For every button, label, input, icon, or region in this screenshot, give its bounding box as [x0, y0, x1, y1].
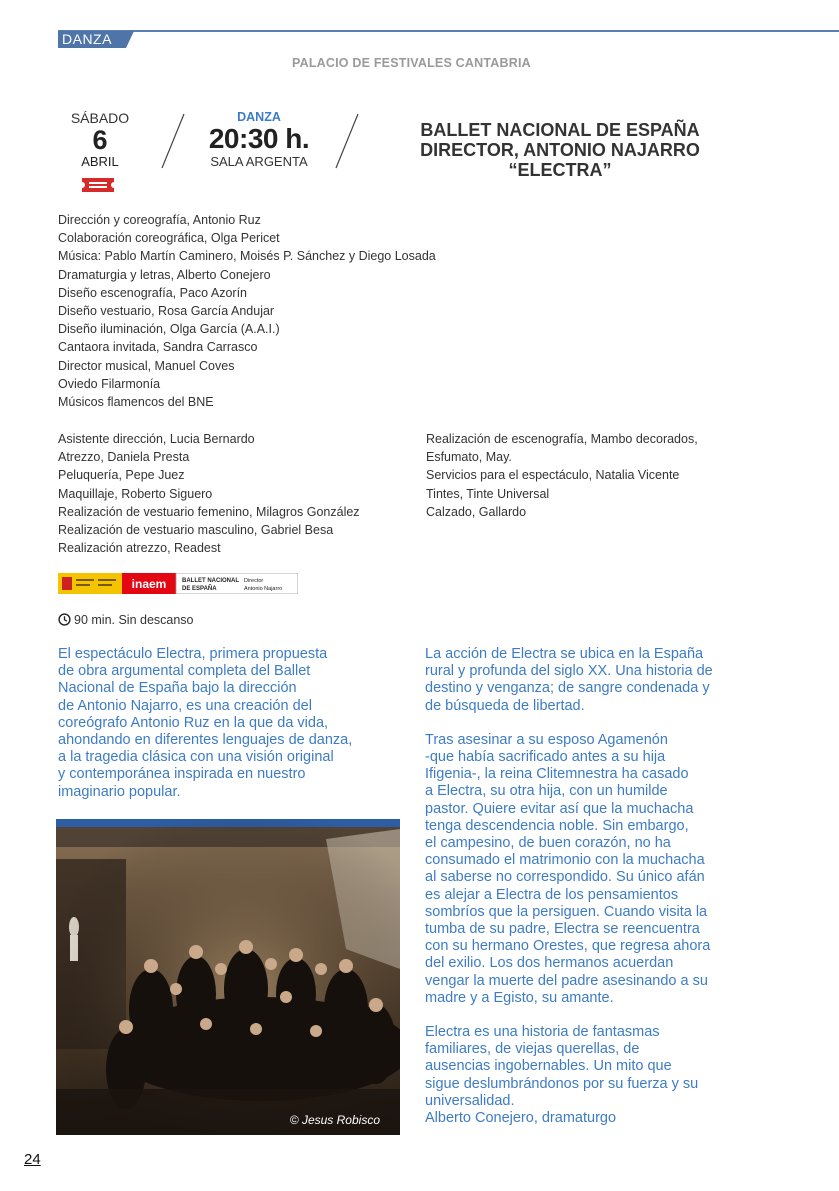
description-line: de obra argumental completa del Ballet [58, 663, 311, 680]
description-line: de búsqueda de libertad. [425, 697, 585, 714]
description-line: de Antonio Najarro, es una creación del [58, 697, 312, 714]
description-paragraph [425, 1024, 775, 1127]
credit-line: Músicos flamencos del BNE [58, 395, 214, 410]
description-line: imaginario popular. [58, 783, 181, 800]
description-line: Tras asesinar a su esposo Agamenón [425, 731, 668, 748]
description-line: ahondando en diferentes lenguajes de danza, [58, 732, 353, 749]
event-time: 20:30 h. [208, 123, 310, 154]
description-line: consumado el matrimonio con la muchacha [425, 852, 705, 869]
description-paragraph [425, 646, 775, 715]
event-room: SALA ARGENTA [210, 154, 308, 169]
credit-line: Cantaora invitada, Sandra Carrasco [58, 340, 258, 355]
description-paragraph [425, 732, 775, 1007]
description-line: a Electra, su otra hija, con un humilde [425, 783, 668, 800]
crew-line: Atrezzo, Daniela Presta [58, 450, 190, 465]
header-rule [58, 30, 839, 32]
description-line: El espectáculo Electra, primera propuesta [58, 646, 328, 662]
description-line: coreógrafo Antonio Ruz en la que da vida, [58, 714, 329, 731]
event-date [62, 110, 138, 170]
event-day: 6 [92, 125, 108, 155]
divider-slash-1 [158, 112, 188, 170]
photo-credit: © Jesus Robisco [289, 1113, 380, 1127]
description-line: ausencias ingobernables. Un mito que [425, 1058, 672, 1075]
description-line: sigue deslumbrándonos por su fuerza y su [425, 1075, 699, 1092]
artistic-credits [58, 211, 436, 411]
crew-line: Peluquería, Pepe Juez [58, 468, 185, 483]
crew-line: Maquillaje, Roberto Siguero [58, 486, 213, 501]
event-title-line: DIRECTOR, ANTONIO NAJARRO [420, 140, 700, 160]
coat-of-arms-icon [62, 577, 72, 590]
description-line: el campesino, de buen corazón, no ha [425, 835, 671, 852]
description-line: es alejar a Electra de los pensamientos [425, 886, 679, 903]
description-line: tenga descendencia noble. Sin embargo, [425, 817, 689, 834]
category-tag-label: DANZA [62, 31, 112, 47]
event-weekday: SÁBADO [70, 110, 130, 126]
crew-line: Realización de vestuario femenino, Milagros González [58, 504, 360, 519]
credit-line: Colaboración coreográfica, Olga Pericet [58, 231, 280, 246]
event-title-line: “ELECTRA” [508, 160, 612, 180]
credit-line: Diseño iluminación, Olga García (A.A.I.) [58, 322, 280, 337]
event-title [380, 120, 740, 180]
crew-line: Calzado, Gallardo [426, 504, 527, 519]
ticket-joven-icon [80, 177, 116, 193]
credit-line: Música: Pablo Martín Caminero, Moisés P. Sánchez y Diego Losada [58, 249, 436, 264]
description-line: al saberse no correspondido. Su único afán [425, 869, 705, 886]
crew-credits-right [426, 430, 698, 521]
crew-credits-left [58, 430, 360, 557]
crew-line: Tintes, Tinte Universal [426, 486, 550, 501]
credit-line: Dirección y coreografía, Antonio Ruz [58, 213, 261, 227]
description-line: y contemporánea inspirada en nuestro [58, 766, 306, 783]
bne-logo-line2: DE ESPAÑA [182, 586, 217, 592]
description-line: Alberto Conejero, dramaturgo [425, 1110, 617, 1127]
crew-line: Esfumato, May. [426, 450, 512, 465]
description-line: madre y a Egisto, su amante. [425, 989, 614, 1006]
description-line: tumba de su padre, Electra se reencuentra [425, 921, 700, 938]
description-line: con su hermano Orestes, que regresa ahora [425, 938, 711, 955]
description-line: sombríos que la persiguen. Cuando visita la [425, 903, 708, 920]
description-line: pastor. Quiere evitar así que la muchacha [425, 800, 694, 817]
description-left [58, 646, 408, 801]
description-line: vengar la muerte del padre asesinando a su [425, 972, 708, 989]
bne-director-label: Director [244, 578, 264, 584]
crew-line: Realización atrezzo, Readest [58, 541, 221, 556]
divider-slash-2 [332, 112, 362, 170]
description-line: Nacional de España bajo la dirección [58, 680, 297, 697]
credit-line: Director musical, Manuel Coves [58, 358, 235, 373]
description-line: -que había sacrificado antes a su hija [425, 749, 666, 766]
credit-line: Dramaturgia y letras, Alberto Conejero [58, 267, 271, 282]
duration-text: 90 min. Sin descanso [74, 613, 194, 627]
performance-photo [56, 819, 400, 1135]
crew-line: Servicios para el espectáculo, Natalia Vicente [426, 468, 680, 483]
event-time-block [196, 110, 322, 169]
inaem-logo-text: inaem [131, 577, 167, 591]
description-line: La acción de Electra se ubica en la España [425, 646, 704, 662]
duration [58, 613, 194, 629]
credit-line: Oviedo Filarmonía [58, 376, 161, 391]
description-line: destino y venganza; de sangre condenada y [425, 680, 710, 697]
crew-line: Realización de vestuario masculino, Gabriel Besa [58, 523, 334, 538]
bne-director-name: Antonio Najarro [244, 586, 283, 592]
description-line: del exilio. Los dos hermanos acuerdan [425, 955, 674, 972]
description-line: Ifigenia-, la reina Clitemnestra ha casado [425, 766, 689, 783]
bne-logo-line1: BALLET NACIONAL [182, 578, 239, 584]
event-category: DANZA [237, 110, 281, 124]
description-line: a la tragedia clásica con una visión original [58, 749, 334, 766]
credit-line: Diseño vestuario, Rosa García Andujar [58, 304, 275, 319]
description-line: rural y profunda del siglo XX. Una historia de [425, 663, 713, 680]
description-line: universalidad. [425, 1092, 515, 1109]
credit-line: Diseño escenografía, Paco Azorín [58, 285, 248, 300]
sponsor-logos [58, 573, 298, 594]
page-number: 24 [24, 1151, 41, 1168]
description-line: familiares, de viejas querellas, de [425, 1041, 640, 1058]
event-title-line: BALLET NACIONAL DE ESPAÑA [420, 120, 700, 140]
description-line: Electra es una historia de fantasmas [425, 1024, 660, 1041]
crew-line: Realización de escenografía, Mambo decorados, [426, 432, 698, 446]
clock-icon [58, 613, 71, 629]
category-tag [58, 31, 134, 48]
crew-line: Asistente dirección, Lucia Bernardo [58, 432, 255, 446]
venue-name: PALACIO DE FESTIVALES CANTABRIA [292, 56, 531, 70]
description-right [425, 646, 775, 1144]
event-month: ABRIL [81, 154, 119, 169]
